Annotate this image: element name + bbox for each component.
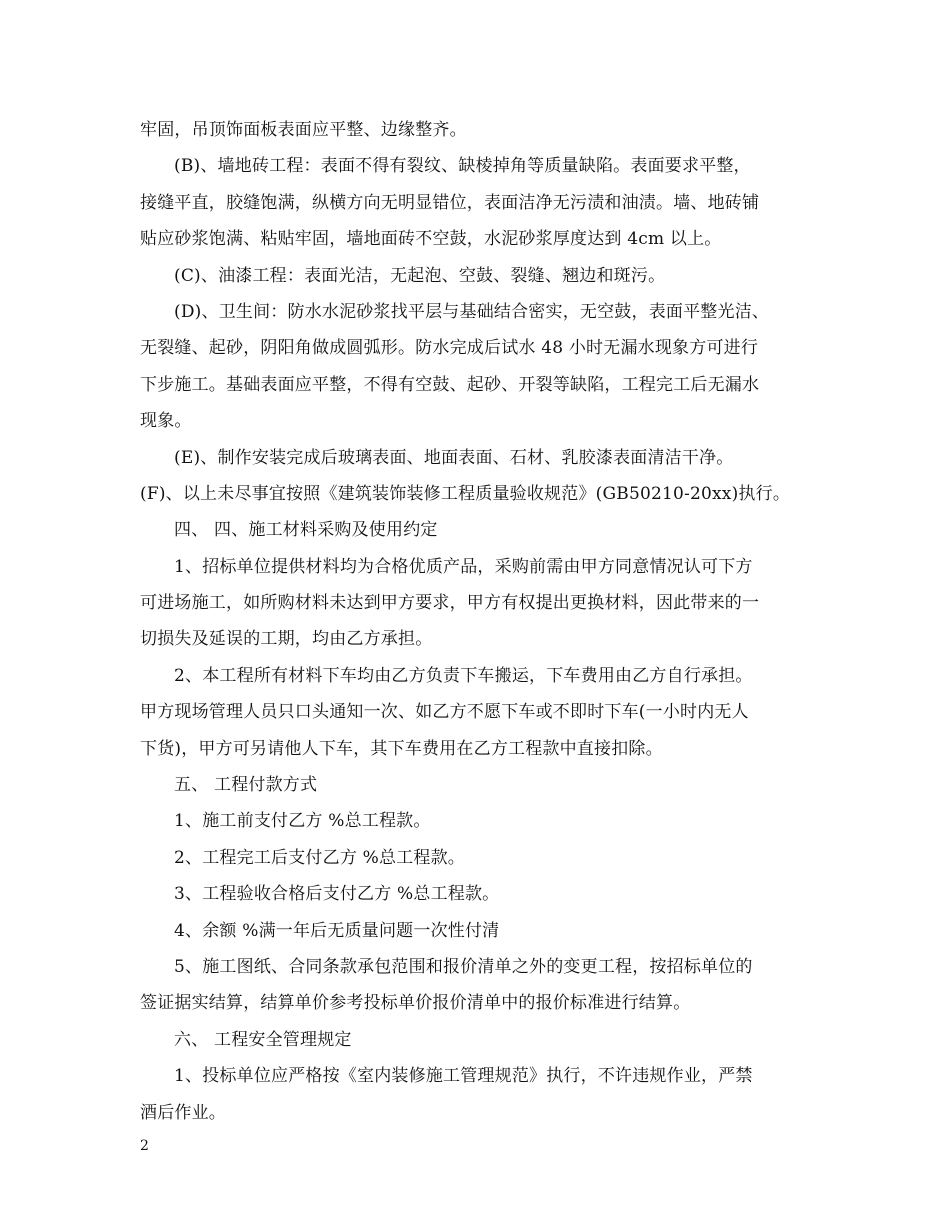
text-line: 可进场施工，如所购材料未达到甲方要求，甲方有权提出更换材料，因此带来的一 (140, 593, 760, 614)
text-line: 5、施工图纸、合同条款承包范围和报价清单之外的变更工程，按招标单位的 (174, 956, 753, 977)
body-text (140, 112, 820, 1131)
text-line: (C)、油漆工程：表面光洁，无起泡、空鼓、裂缝、翘边和斑污。 (174, 265, 666, 286)
text-line: 下货)，甲方可另请他人下车，其下车费用在乙方工程款中直接扣除。 (140, 738, 663, 759)
text-line: (F)、以上未尽事宜按照《建筑装饰装修工程质量验收规范》(GB50210-20xx)执行。 (140, 483, 791, 504)
text-line: 贴应砂浆饱满、粘贴牢固，墙地面砖不空鼓，水泥砂浆厚度达到 4cm 以上。 (140, 229, 722, 250)
text-line: 1、招标单位提供材料均为合格优质产品，采购前需由甲方同意情况认可下方 (174, 556, 753, 577)
text-line: (B)、墙地砖工程：表面不得有裂纹、缺棱掉角等质量缺陷。表面要求平整， (174, 156, 751, 177)
text-line: 无裂缝、起砂，阴阳角做成圆弧形。防水完成后试水 48 小时无漏水现象方可进行 (140, 338, 759, 359)
text-line: 五、 工程付款方式 (174, 775, 318, 796)
text-line: 牢固，吊顶饰面板表面应平整、边缘整齐。 (140, 120, 467, 140)
text-line: 2、本工程所有材料下车均由乙方负责下车搬运，下车费用由乙方自行承担。 (174, 665, 753, 686)
page-number: 2 (140, 1138, 149, 1154)
text-line: 六、 工程安全管理规定 (174, 1029, 352, 1050)
text-line: 四、 四、施工材料采购及使用约定 (174, 520, 438, 541)
text-line: 签证据实结算，结算单价参考投标单价报价清单中的报价标准进行结算。 (140, 993, 691, 1014)
text-line: 甲方现场管理人员只口头通知一次、如乙方不愿下车或不即时下车(一小时内无人 (140, 702, 749, 723)
text-line: 4、余额 %满一年后无质量问题一次性付清 (174, 920, 500, 941)
text-line: 2、工程完工后支付乙方 %总工程款。 (174, 847, 465, 868)
text-line: 酒后作业。 (140, 1102, 226, 1123)
text-line: 下步施工。基础表面应平整，不得有空鼓、起砂、开裂等缺陷，工程完工后无漏水 (140, 374, 760, 395)
text-line: (E)、制作安装完成后玻璃表面、地面表面、石材、乳胶漆表面清洁干净。 (174, 447, 734, 468)
text-line: (D)、卫生间：防水水泥砂浆找平层与基础结合密实，无空鼓，表面平整光洁、 (174, 301, 770, 322)
text-line: 3、工程验收合格后支付乙方 %总工程款。 (174, 884, 500, 905)
text-line: 1、投标单位应严格按《室内装修施工管理规范》执行，不许违规作业，严禁 (174, 1066, 753, 1087)
text-line: 接缝平直，胶缝饱满，纵横方向无明显错位，表面洁净无污渍和油渍。墙、地砖铺 (140, 192, 760, 213)
text-line: 切损失及延误的工期，均由乙方承担。 (140, 629, 433, 650)
text-line: 现象。 (140, 411, 192, 432)
text-line: 1、施工前支付乙方 %总工程款。 (174, 811, 431, 832)
